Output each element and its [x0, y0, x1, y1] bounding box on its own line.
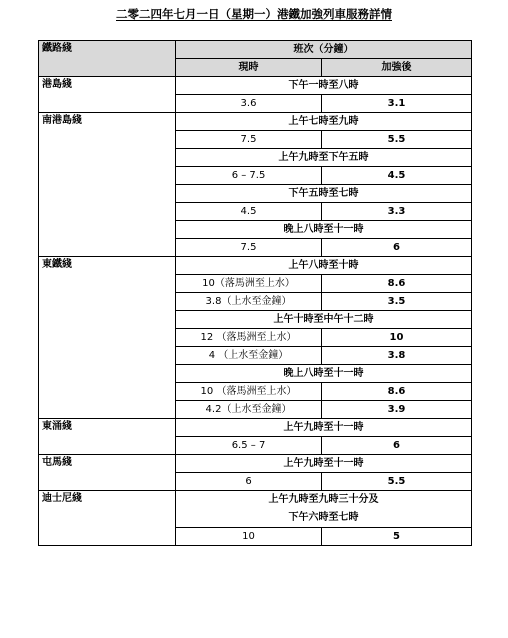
enhanced-headway: 3.8 [322, 347, 472, 365]
time-period: 下午一時至八時 [176, 77, 472, 95]
table-body [39, 77, 472, 546]
enhanced-headway: 3.1 [322, 95, 472, 113]
enhanced-headway: 8.6 [322, 383, 472, 401]
time-period: 上午九時至十一時 [176, 455, 472, 473]
enhanced-headway: 10 [322, 329, 472, 347]
enhanced-headway: 6 [322, 437, 472, 455]
enhanced-headway: 6 [322, 239, 472, 257]
current-headway: 3.6 [176, 95, 322, 113]
time-period: 上午九時至十一時 [176, 419, 472, 437]
enhanced-headway: 5.5 [322, 131, 472, 149]
current-headway: 6 [176, 473, 322, 491]
time-period: 上午十時至中午十二時 [176, 311, 472, 329]
time-period: 晚上八時至十一時 [176, 365, 472, 383]
current-headway: 6.5 – 7 [176, 437, 322, 455]
railway-line-name: 南港島綫 [39, 113, 176, 257]
current-headway: 6 – 7.5 [176, 167, 322, 185]
railway-line-name: 港島綫 [39, 77, 176, 113]
header-enhanced: 加強後 [322, 59, 472, 77]
current-headway: 4 （上水至金鐘） [176, 347, 322, 365]
enhanced-headway: 8.6 [322, 275, 472, 293]
railway-line-name: 迪士尼綫 [39, 491, 176, 546]
current-headway: 4.5 [176, 203, 322, 221]
current-headway: 7.5 [176, 239, 322, 257]
period-row [39, 491, 472, 528]
railway-line-name: 屯馬綫 [39, 455, 176, 491]
time-period: 上午七時至九時 [176, 113, 472, 131]
current-headway: 7.5 [176, 131, 322, 149]
header-headway: 班次（分鐘） [176, 41, 472, 59]
current-headway: 4.2（上水至金鐘） [176, 401, 322, 419]
header-current: 現時 [176, 59, 322, 77]
railway-line-name: 東鐵綫 [39, 257, 176, 419]
enhanced-headway: 4.5 [322, 167, 472, 185]
time-period: 上午九時至九時三十分及 下午六時至七時 [176, 491, 472, 528]
time-period: 上午八時至十時 [176, 257, 472, 275]
enhanced-headway: 5 [322, 528, 472, 546]
current-headway: 10（落馬洲至上水） [176, 275, 322, 293]
enhanced-headway: 3.3 [322, 203, 472, 221]
header-railway-line: 鐵路綫 [39, 41, 176, 77]
enhanced-headway: 3.5 [322, 293, 472, 311]
current-headway: 10 [176, 528, 322, 546]
current-headway: 12 （落馬洲至上水） [176, 329, 322, 347]
current-headway: 10 （落馬洲至上水） [176, 383, 322, 401]
period-row [39, 113, 472, 131]
period-row [39, 257, 472, 275]
enhanced-headway: 5.5 [322, 473, 472, 491]
time-period: 上午九時至下午五時 [176, 149, 472, 167]
period-row [39, 455, 472, 473]
current-headway: 3.8（上水至金鐘） [176, 293, 322, 311]
period-row [39, 419, 472, 437]
railway-line-name: 東涌綫 [39, 419, 176, 455]
time-period: 晚上八時至十一時 [176, 221, 472, 239]
time-period: 下午五時至七時 [176, 185, 472, 203]
document-title: 二零二四年七月一日（星期一）港鐵加強列車服務詳情 [116, 7, 392, 21]
period-row [39, 77, 472, 95]
enhanced-headway: 3.9 [322, 401, 472, 419]
service-table [38, 40, 472, 546]
